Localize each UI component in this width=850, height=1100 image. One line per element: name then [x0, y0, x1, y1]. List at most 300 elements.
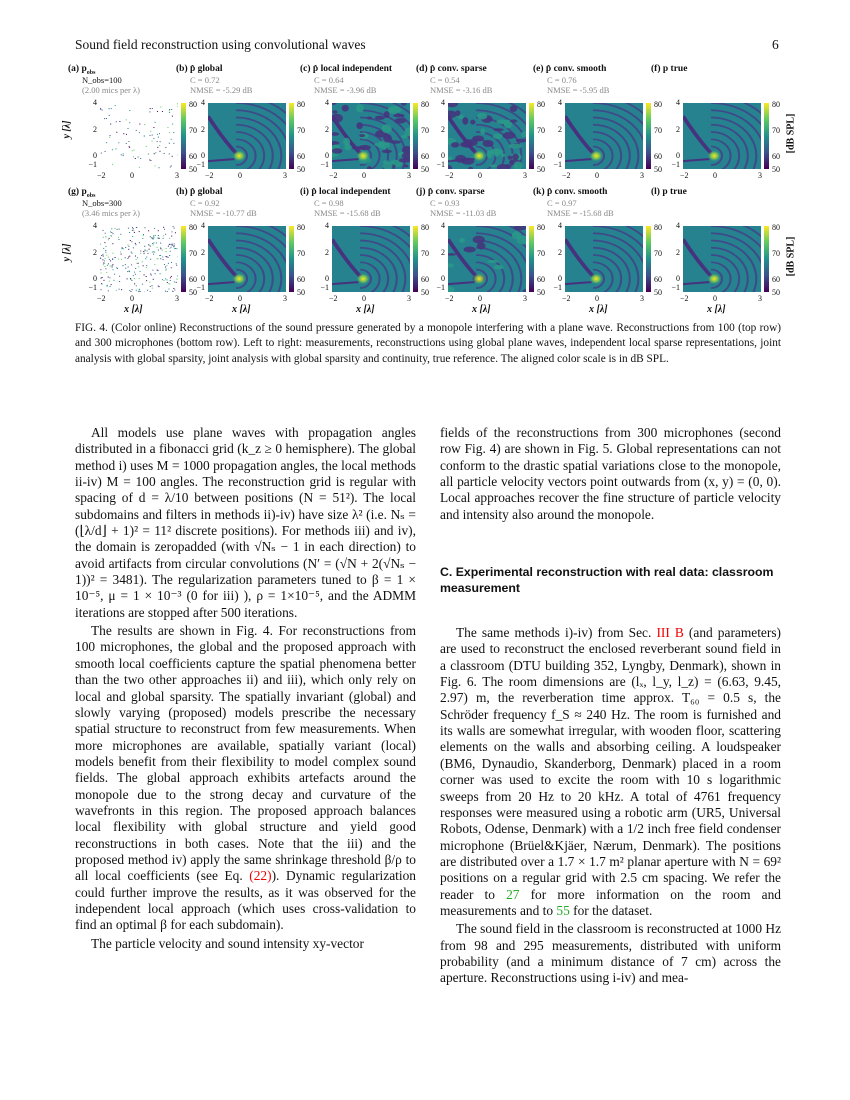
mic-point — [146, 146, 147, 147]
colorbar-tick-label: 50 — [421, 288, 429, 297]
mic-point — [112, 258, 113, 259]
mic-point — [112, 149, 113, 150]
mic-point — [155, 122, 156, 123]
mic-point — [132, 227, 133, 228]
colorbar-tick-label: 50 — [297, 165, 305, 174]
mic-point — [162, 250, 163, 251]
mic-point — [109, 277, 110, 278]
mic-point — [109, 238, 110, 239]
colorbar-tick-label: 80 — [297, 100, 305, 109]
x-tick-label: 0 — [238, 171, 242, 180]
right-column — [440, 425, 781, 987]
subplot-title: (h) p̂ global — [176, 187, 223, 197]
mic-point — [121, 259, 122, 260]
mic-point — [135, 243, 136, 244]
y-tick-label: 2 — [201, 125, 205, 134]
mic-point — [116, 132, 117, 133]
colorbar-tick-label: 60 — [654, 152, 662, 161]
subplot-title: (i) p̂ local independent — [300, 187, 391, 197]
mic-point — [109, 281, 110, 282]
mic-point — [133, 150, 134, 151]
mic-point — [133, 275, 134, 276]
colorbar-tick-label: 80 — [297, 223, 305, 232]
x-tick-label: −2 — [97, 171, 106, 180]
mic-point — [104, 266, 105, 267]
y-tick-label: 0 — [93, 274, 97, 283]
mic-point — [129, 110, 130, 111]
paragraph — [75, 623, 416, 934]
mic-point — [166, 248, 167, 249]
y-axis-label: y [λ] — [61, 120, 73, 139]
mic-point — [165, 147, 166, 148]
mic-point — [156, 247, 157, 248]
mic-point — [136, 285, 137, 286]
mic-point — [133, 230, 134, 231]
colorbar-tick-label: 70 — [421, 126, 429, 135]
mic-point — [162, 111, 163, 112]
colorbar-tick-label: 80 — [421, 100, 429, 109]
mic-point — [110, 260, 111, 261]
mic-point — [153, 242, 154, 243]
x-tick-label: 0 — [362, 171, 366, 180]
x-axis-label: x [λ] — [356, 304, 375, 315]
y-tick-label: 4 — [93, 98, 97, 107]
colorbar-tick-label: 50 — [654, 288, 662, 297]
x-axis-label: x [λ] — [232, 304, 251, 315]
mic-point — [153, 236, 154, 237]
colorbar-tick-label: 70 — [772, 126, 780, 135]
mic-point — [127, 128, 128, 129]
mic-point — [159, 151, 160, 152]
y-tick-label: −1 — [320, 160, 329, 169]
mic-point — [131, 252, 132, 253]
x-tick-label: 3 — [407, 294, 411, 303]
colorbar-tick-label: 60 — [297, 275, 305, 284]
mic-point — [164, 264, 165, 265]
y-tick-label: 2 — [676, 125, 680, 134]
correlation-value: C = 0.72 — [190, 75, 220, 85]
mic-point — [103, 264, 104, 265]
x-axis-label: x [λ] — [707, 304, 726, 315]
mic-point — [125, 257, 126, 258]
mic-point — [153, 254, 154, 255]
subplot-h — [168, 187, 305, 315]
mic-point — [165, 270, 166, 271]
mic-point — [157, 111, 158, 112]
mic-point — [136, 130, 137, 131]
mic-point — [112, 233, 113, 234]
colorbar-tick-label: 70 — [297, 126, 305, 135]
x-tick-label: −2 — [445, 294, 454, 303]
y-tick-label: −1 — [671, 283, 680, 292]
mic-point — [139, 289, 140, 290]
mic-point — [116, 267, 117, 268]
y-tick-label: 4 — [676, 221, 680, 230]
mic-point — [160, 141, 161, 142]
mic-point — [158, 238, 159, 239]
y-tick-label: 4 — [325, 98, 329, 107]
y-tick-label: −1 — [671, 160, 680, 169]
mic-point — [150, 291, 151, 292]
x-tick-label: 0 — [362, 294, 366, 303]
paragraph: fields of the reconstructions from 300 microphones (second row Fig. 4) are shown in Fig. 5. Global representations can not conform to the drastic spatial variations close to the monopole, all particle velocity vectors point outwards from (x, y) = (0, 0). Local approaches recover the fine structure of particle velocity and intensity also around the monopole. — [440, 425, 781, 522]
colorbar-tick-label: 60 — [189, 275, 197, 284]
mic-point — [165, 291, 166, 292]
mic-point — [144, 136, 145, 137]
mic-point — [129, 232, 130, 233]
y-tick-label: 4 — [93, 221, 97, 230]
colorbar-label: [dB SPL] — [785, 236, 797, 277]
mic-point — [154, 153, 155, 154]
colorbar-tick-label: 50 — [189, 165, 197, 174]
mic-point — [100, 109, 101, 110]
y-tick-label: 2 — [558, 125, 562, 134]
mic-point — [120, 251, 121, 252]
pressure-heatmap — [208, 226, 286, 292]
mic-point — [138, 263, 139, 264]
mic-point — [160, 248, 161, 249]
mic-point — [150, 131, 151, 132]
colorbar-tick-label: 80 — [537, 100, 545, 109]
mic-point — [150, 286, 151, 287]
y-tick-label: −1 — [320, 283, 329, 292]
mic-point — [128, 141, 129, 142]
mic-point — [152, 288, 153, 289]
mic-point — [104, 263, 105, 264]
mic-point — [133, 228, 134, 229]
mic-point — [146, 276, 147, 277]
mic-point — [158, 270, 159, 271]
x-tick-label: 0 — [595, 171, 599, 180]
left-column — [75, 425, 416, 952]
mic-point — [143, 265, 144, 266]
mic-point — [154, 237, 155, 238]
mic-point — [129, 290, 130, 291]
mic-point — [123, 153, 124, 154]
x-tick-label: 3 — [640, 294, 644, 303]
mic-density: (3.46 mics per λ) — [82, 208, 140, 218]
mic-point — [116, 121, 117, 122]
mic-point — [157, 258, 158, 259]
mic-point — [160, 243, 161, 244]
mic-point — [146, 267, 147, 268]
mic-point — [142, 261, 143, 262]
mic-point — [153, 138, 154, 139]
colorbar-tick-label: 50 — [654, 165, 662, 174]
mic-point — [128, 246, 129, 247]
mic-point — [104, 242, 105, 243]
section-heading: C. Experimental reconstruction with real data: classroom measurement — [440, 565, 774, 596]
mic-point — [113, 280, 114, 281]
mic-point — [136, 290, 137, 291]
mic-point — [110, 286, 111, 287]
mic-point — [145, 250, 146, 251]
subplot-title: (b) p̂ global — [176, 64, 223, 74]
y-tick-label: −1 — [88, 283, 97, 292]
mic-point — [163, 227, 164, 228]
mic-point — [103, 248, 104, 249]
mic-point — [112, 259, 113, 260]
mic-point — [157, 134, 158, 135]
x-tick-label: 0 — [478, 294, 482, 303]
y-tick-label: 4 — [558, 98, 562, 107]
mic-point — [127, 278, 128, 279]
mic-point — [132, 289, 133, 290]
mic-point — [115, 228, 116, 229]
mic-point — [135, 274, 136, 275]
subplot-i — [292, 187, 429, 315]
mic-point — [107, 286, 108, 287]
mic-point — [155, 152, 156, 153]
equation-link[interactable]: (22) — [249, 868, 272, 884]
mic-point — [148, 230, 149, 231]
subplot-b — [168, 64, 305, 189]
text: for the dataset. — [569, 902, 653, 918]
pressure-heatmap — [683, 226, 761, 292]
y-tick-label: 0 — [558, 274, 562, 283]
colorbar-tick-label: 60 — [772, 152, 780, 161]
citation-link[interactable]: 55 — [556, 902, 570, 918]
mic-point — [134, 232, 135, 233]
colorbar-tick-label: 60 — [654, 275, 662, 284]
mic-point — [152, 252, 153, 253]
mic-point — [165, 278, 166, 279]
nmse-value: NMSE = -10.77 dB — [190, 208, 257, 218]
mic-point — [110, 266, 111, 267]
mic-point — [128, 249, 129, 250]
mic-point — [117, 268, 118, 269]
mic-point — [121, 289, 122, 290]
colorbar-tick-label: 50 — [772, 165, 780, 174]
mic-point — [163, 259, 164, 260]
mic-point — [150, 236, 151, 237]
mic-point — [165, 234, 166, 235]
y-tick-label: 4 — [441, 221, 445, 230]
mic-point — [106, 142, 107, 143]
mic-point — [164, 229, 165, 230]
mic-point — [123, 133, 124, 134]
pressure-heatmap — [332, 226, 410, 292]
mic-point — [102, 277, 103, 278]
mic-point — [139, 278, 140, 279]
colorbar-tick-label: 60 — [772, 275, 780, 284]
x-tick-label: −2 — [680, 171, 689, 180]
section-link[interactable]: III B — [656, 625, 684, 641]
mic-point — [149, 135, 150, 136]
mic-point — [134, 272, 135, 273]
mic-point — [150, 259, 151, 260]
colorbar-tick-label: 50 — [772, 288, 780, 297]
mic-point — [109, 108, 110, 109]
y-tick-label: −1 — [553, 283, 562, 292]
pressure-heatmap — [565, 226, 643, 292]
pressure-heatmap — [332, 103, 410, 169]
mic-point — [128, 257, 129, 258]
mic-point — [166, 251, 167, 252]
subplot-a — [60, 64, 197, 189]
mic-point — [150, 274, 151, 275]
colorbar — [764, 103, 769, 169]
subplot-j — [408, 187, 545, 315]
mic-point — [159, 238, 160, 239]
mic-point — [130, 291, 131, 292]
mic-point — [119, 289, 120, 290]
colorbar-tick-label: 80 — [189, 223, 197, 232]
mic-point — [136, 263, 137, 264]
mic-point — [109, 259, 110, 260]
y-tick-label: −1 — [196, 160, 205, 169]
mic-point — [154, 165, 155, 166]
mic-point — [139, 132, 140, 133]
mic-point — [158, 235, 159, 236]
y-tick-label: −1 — [553, 160, 562, 169]
mic-point — [138, 157, 139, 158]
x-tick-label: 3 — [283, 294, 287, 303]
mic-point — [112, 243, 113, 244]
mic-point — [103, 263, 104, 264]
mic-point — [127, 244, 128, 245]
mic-point — [118, 142, 119, 143]
mic-point — [115, 257, 116, 258]
x-tick-label: −2 — [562, 171, 571, 180]
mic-point — [140, 251, 141, 252]
colorbar-tick-label: 80 — [537, 223, 545, 232]
mic-point — [119, 229, 120, 230]
mic-point — [111, 284, 112, 285]
y-axis-label: y [λ] — [61, 243, 73, 262]
paragraph — [440, 625, 781, 919]
x-tick-label: 3 — [175, 171, 179, 180]
citation-link[interactable]: 27 — [506, 886, 520, 902]
mic-point — [154, 252, 155, 253]
mic-point — [139, 167, 140, 168]
mic-point — [105, 258, 106, 259]
mic-point — [110, 124, 111, 125]
mic-point — [122, 265, 123, 266]
mic-point — [151, 141, 152, 142]
mic-point — [106, 272, 107, 273]
subplot-title: (c) p̂ local independent — [300, 64, 393, 74]
colorbar-tick-label: 80 — [654, 100, 662, 109]
obs-count: N_obs=300 — [82, 198, 122, 208]
subplot-c — [292, 64, 429, 189]
mic-point — [165, 267, 166, 268]
mic-point — [109, 115, 110, 116]
y-tick-label: 0 — [325, 151, 329, 160]
subplot-title: (g) $p_{obs}$ — [68, 187, 96, 199]
mic-point — [100, 289, 101, 290]
x-tick-label: −2 — [445, 171, 454, 180]
text: ). Dynamic regularization could further improve the results, as it was observed for the independent local approach (which uses cross-validation to find an optimal β for each subdomain). — [75, 868, 416, 933]
mic-point — [111, 236, 112, 237]
mic-point — [111, 228, 112, 229]
mic-point — [155, 273, 156, 274]
nmse-value: NMSE = -5.29 dB — [190, 85, 253, 95]
mic-point — [106, 118, 107, 119]
mic-point — [106, 255, 107, 256]
subplot-k — [525, 187, 662, 315]
x-tick-label: −2 — [205, 171, 214, 180]
mic-point — [120, 234, 121, 235]
pressure-heatmap — [208, 103, 286, 169]
y-tick-label: 0 — [201, 151, 205, 160]
mic-point — [121, 154, 122, 155]
y-tick-label: 0 — [676, 151, 680, 160]
text: (and parameters) are used to reconstruct the enclosed reverberant sound field in a classroom (DTU building 352, Lyngby, Denmark), shown in Fig. 6. The room dimensions are (lₓ, l_y, l_z) = (6.63, 9.45, 2.97) m, the reverberation time approx. T₆₀ = 0.5 s, the Schröder frequency f_S ≈ 240 Hz. The room is furnished and its walls are somewhat irregular, with wooden floor, scattering elements on the walls and absorbing ceiling. A loudspeaker (BM6, Dynaudio, Skanderborg, Denmark) placed in a room corner was used to excite the room with 10 s logarithmic sweeps from 20 Hz to 20 kHz. A total of 4761 frequency responses were measured using a robotic arm (UR5, Universal Robots, Odense, Denmark) with a 1/2 inch free field condenser microphone (Brüel&Kjäer, Nærum, Denmark). The positions are distributed over a 1.7 × 1.7 m² planar aperture with N = 69² positions on a regular grid with 2.5 cm spacing. We refer the reader to — [440, 625, 781, 902]
mic-point — [100, 244, 101, 245]
colorbar-tick-label: 70 — [189, 126, 197, 135]
mic-point — [164, 153, 165, 154]
text: The same methods i)-iv) from Sec. — [456, 625, 657, 641]
colorbar-tick-label: 70 — [297, 249, 305, 258]
mic-point — [134, 283, 135, 284]
mic-point — [115, 105, 116, 106]
mic-point — [125, 268, 126, 269]
mic-point — [152, 243, 153, 244]
mic-point — [144, 253, 145, 254]
mic-point — [139, 271, 140, 272]
mic-point — [136, 227, 137, 228]
mic-point — [110, 135, 111, 136]
mic-point — [139, 124, 140, 125]
correlation-value: C = 0.97 — [547, 198, 577, 208]
mic-point — [108, 263, 109, 264]
mic-point — [149, 249, 150, 250]
x-tick-label: 3 — [523, 171, 527, 180]
mic-point — [152, 239, 153, 240]
y-tick-label: 2 — [558, 248, 562, 257]
colorbar-tick-label: 60 — [537, 275, 545, 284]
mic-point — [153, 279, 154, 280]
mic-point — [160, 255, 161, 256]
pressure-heatmap — [448, 103, 526, 169]
colorbar-tick-label: 80 — [772, 100, 780, 109]
mic-point — [108, 290, 109, 291]
y-tick-label: 2 — [93, 125, 97, 134]
mic-point — [135, 268, 136, 269]
mic-point — [142, 238, 143, 239]
subplot-title: (a) $p_{obs}$ — [68, 64, 96, 76]
y-tick-label: 0 — [325, 274, 329, 283]
mic-point — [149, 159, 150, 160]
mic-point — [105, 250, 106, 251]
mic-point — [115, 148, 116, 149]
x-tick-label: 3 — [523, 294, 527, 303]
mic-point — [133, 156, 134, 157]
subplot-title: (e) p̂ conv. smooth — [533, 64, 607, 74]
subplot-title: (l) p true — [651, 187, 687, 197]
mic-point — [135, 244, 136, 245]
mic-point — [154, 228, 155, 229]
correlation-value: C = 0.54 — [430, 75, 460, 85]
mic-point — [126, 119, 127, 120]
colorbar-tick-label: 50 — [537, 288, 545, 297]
mic-point — [130, 278, 131, 279]
colorbar-tick-label: 50 — [537, 165, 545, 174]
colorbar-tick-label: 80 — [772, 223, 780, 232]
mic-point — [101, 255, 102, 256]
colorbar-tick-label: 70 — [421, 249, 429, 258]
mic-point — [111, 232, 112, 233]
y-tick-label: 2 — [441, 125, 445, 134]
text: for more information on the room and measurements and to — [440, 886, 781, 918]
x-tick-label: 3 — [758, 171, 762, 180]
mic-point — [114, 274, 115, 275]
mic-point — [140, 291, 141, 292]
mic-point — [105, 268, 106, 269]
mic-point — [148, 244, 149, 245]
y-tick-label: 0 — [93, 151, 97, 160]
